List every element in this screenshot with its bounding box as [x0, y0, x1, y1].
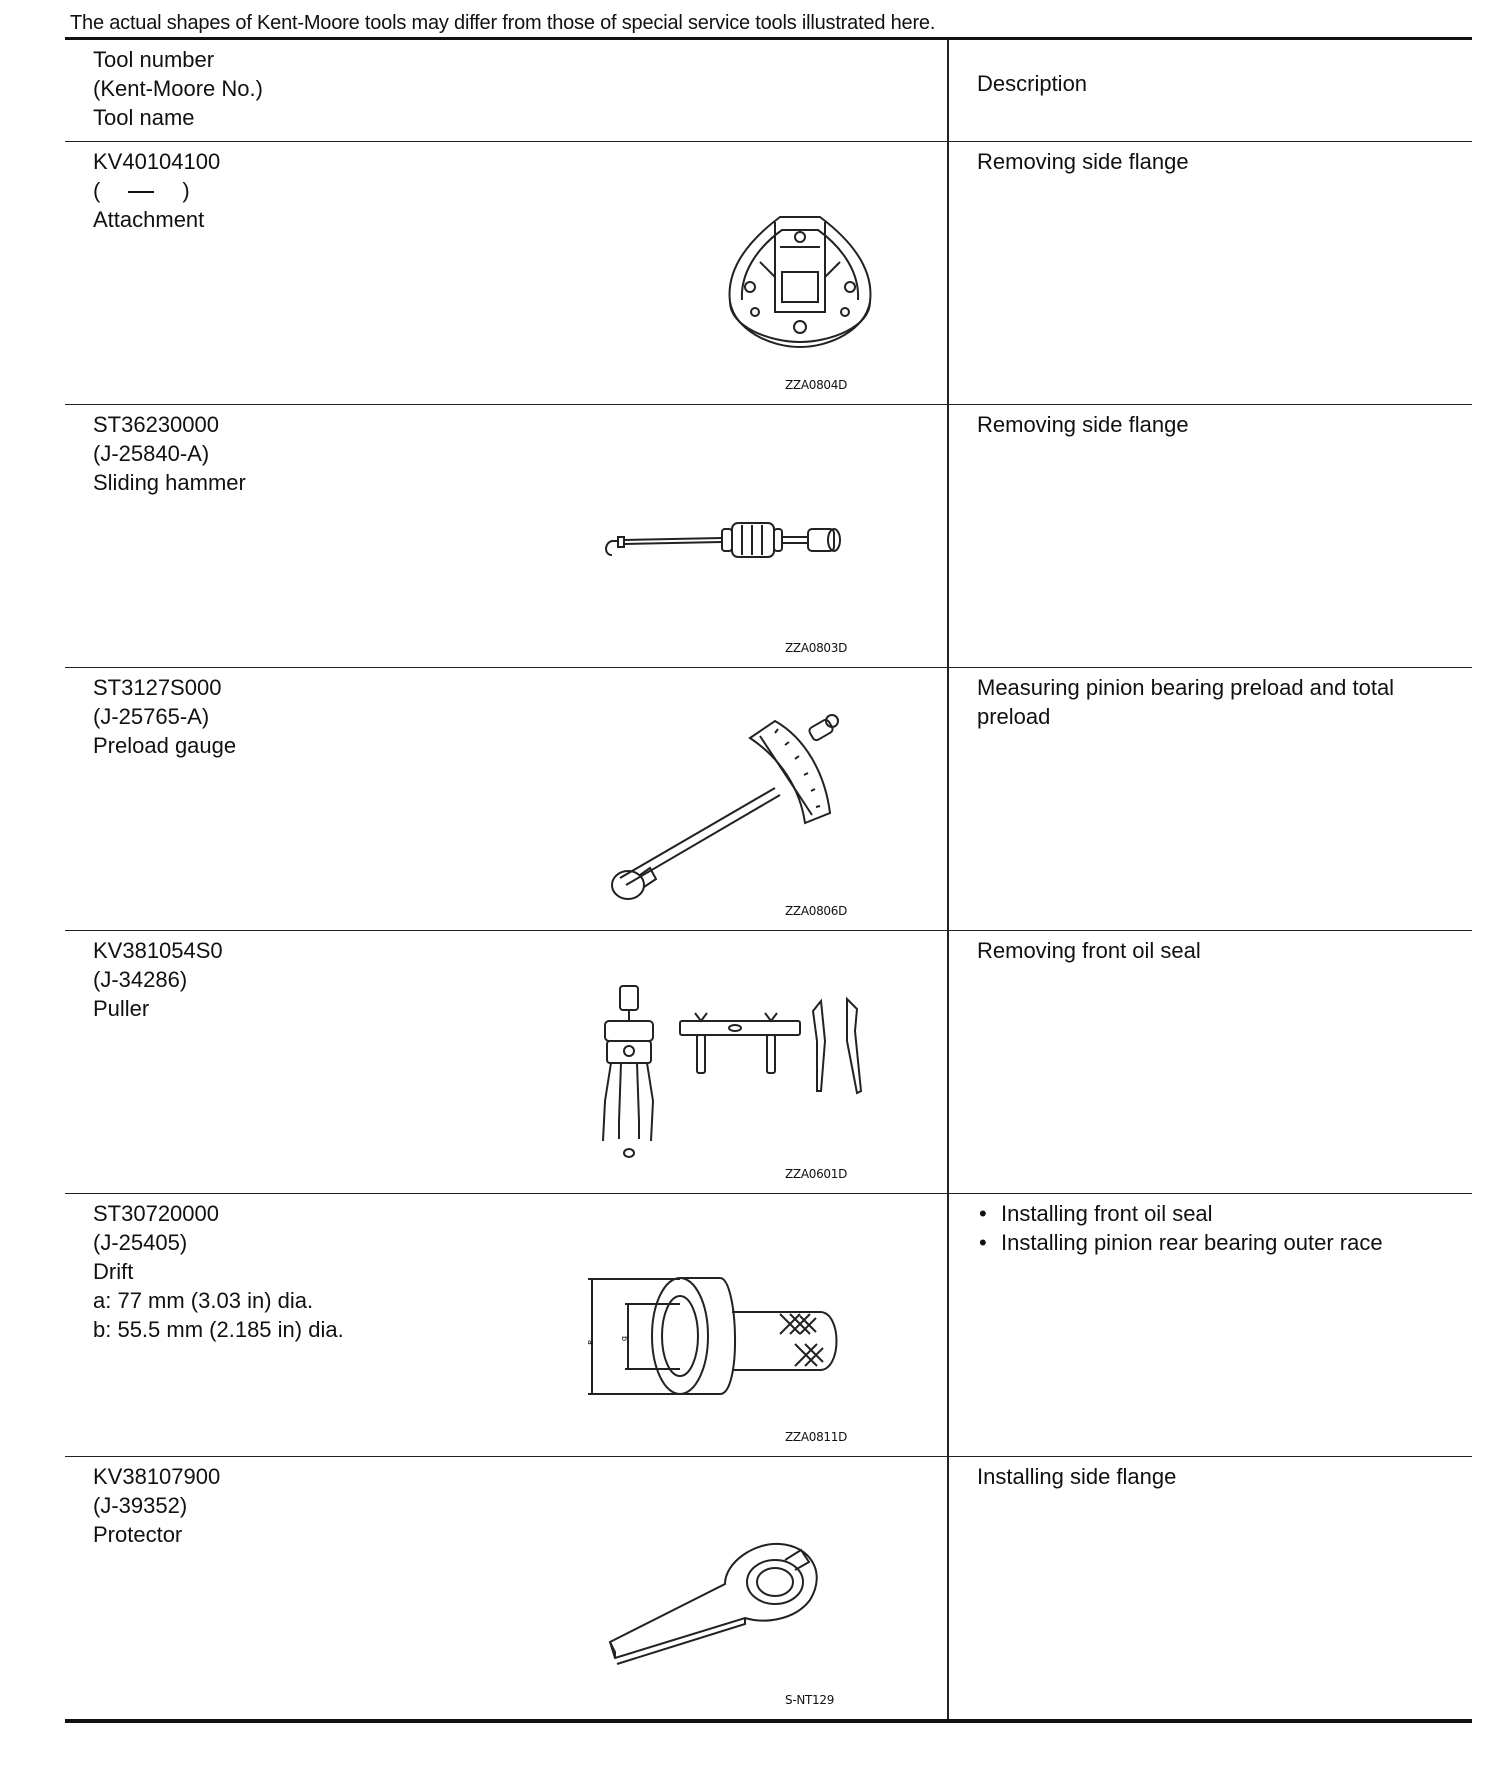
header-tool-number: Tool number	[93, 47, 215, 72]
figure-code: ZZA0811D	[785, 1430, 848, 1444]
description-cell	[949, 1194, 1472, 1456]
description-cell	[949, 668, 1472, 930]
kent-moore-number: (J-39352)	[93, 1493, 188, 1518]
header-tool-cell	[65, 40, 949, 141]
tool-number: ST3127S000	[93, 675, 222, 700]
tool-name: Protector	[93, 1522, 183, 1547]
attachment-icon	[720, 202, 880, 352]
figure-code: ZZA0601D	[785, 1167, 848, 1181]
table-row	[65, 1194, 1472, 1457]
tool-description-list	[977, 1199, 1442, 1257]
figure-code: ZZA0803D	[785, 641, 848, 655]
description-cell	[949, 1457, 1472, 1719]
tool-number: ST36230000	[93, 412, 219, 437]
description-cell	[949, 142, 1472, 404]
table-row	[65, 931, 1472, 1194]
tool-description: Removing front oil seal	[977, 938, 1201, 963]
table-row	[65, 142, 1472, 405]
kent-moore-number: (J-25840-A)	[93, 441, 210, 466]
kent-moore-number: (J-25765-A)	[93, 704, 210, 729]
header-description-cell	[949, 40, 1472, 141]
drift-icon	[580, 1274, 870, 1404]
tool-cell	[65, 931, 949, 1193]
table-row	[65, 405, 1472, 668]
tool-cell	[65, 1194, 949, 1456]
tool-name: Puller	[93, 996, 150, 1021]
tool-description: Installing side flange	[977, 1464, 1177, 1489]
table-header-row	[65, 40, 1472, 142]
description-cell	[949, 405, 1472, 667]
tool-description: Removing side flange	[977, 149, 1189, 174]
page-note: The actual shapes of Kent-Moore tools may differ from those of special service tools illustrated here.	[70, 12, 936, 34]
tool-cell	[65, 142, 949, 404]
special-service-tools-table	[65, 37, 1472, 1723]
spec-a: a: 77 mm (3.03 in) dia.	[93, 1288, 314, 1313]
description-item: • Installing front oil seal	[979, 1201, 1213, 1226]
figure-code: ZZA0806D	[785, 904, 848, 918]
tool-cell	[65, 405, 949, 667]
description-cell	[949, 931, 1472, 1193]
tool-description: Measuring pinion bearing preload and total preload	[977, 675, 1395, 729]
spec-b: b: 55.5 mm (2.185 in) dia.	[93, 1317, 344, 1342]
tool-number: KV381054S0	[93, 938, 223, 963]
dimension-label-a: a	[586, 1340, 595, 1345]
protector-icon	[605, 1532, 835, 1672]
dimension-label-b: b	[620, 1336, 629, 1342]
header-tool-name: Tool name	[93, 105, 195, 130]
tool-cell	[65, 1457, 949, 1719]
figure-code: ZZA0804D	[785, 378, 848, 392]
tool-number: ST30720000	[93, 1201, 219, 1226]
tool-number: KV38107900	[93, 1464, 221, 1489]
tool-description: Removing side flange	[977, 412, 1189, 437]
figure-code: S-NT129	[785, 1693, 835, 1707]
tool-name: Sliding hammer	[93, 470, 246, 495]
kent-moore-number: (J-25405)	[93, 1230, 188, 1255]
header-kent-moore-number: (Kent-Moore No.)	[93, 76, 263, 101]
tool-name: Drift	[93, 1259, 134, 1284]
tool-number: KV40104100	[93, 149, 221, 174]
sliding-hammer-icon	[600, 515, 860, 575]
preload-gauge-icon	[600, 703, 880, 903]
kent-moore-number: ( )	[93, 178, 190, 203]
description-item: • Installing pinion rear bearing outer race	[979, 1230, 1383, 1255]
kent-moore-number: (J-34286)	[93, 967, 188, 992]
header-description: Description	[977, 71, 1088, 96]
tool-cell	[65, 668, 949, 930]
table-row	[65, 1457, 1472, 1719]
tool-name: Preload gauge	[93, 733, 237, 758]
tool-name: Attachment	[93, 207, 205, 232]
table-row	[65, 668, 1472, 931]
puller-icon	[585, 981, 875, 1171]
